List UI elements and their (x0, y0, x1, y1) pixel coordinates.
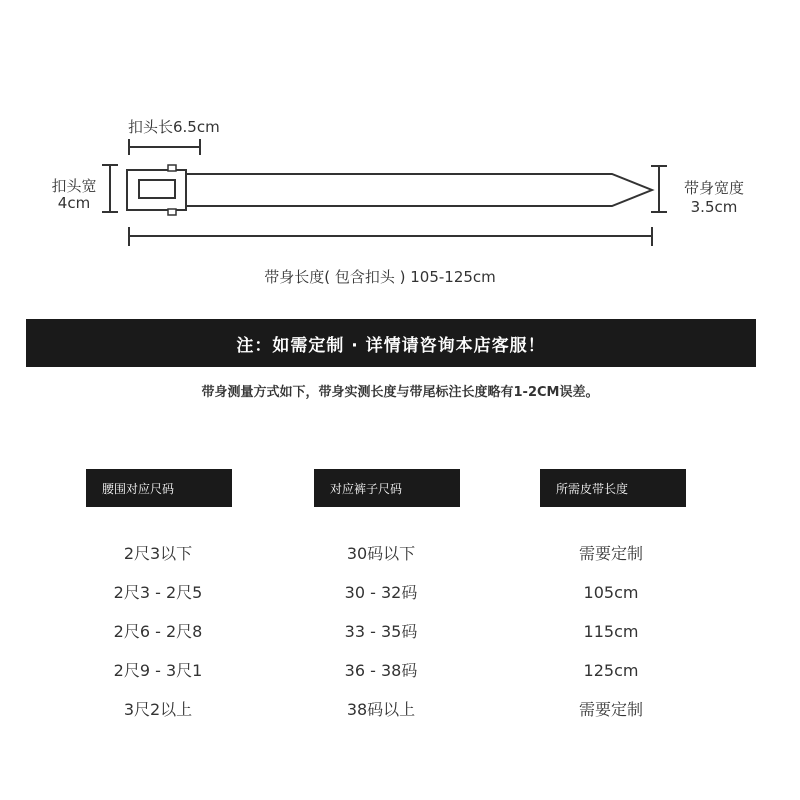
table-cell: 30码以下 (346, 544, 416, 563)
table-cell: 2尺6 - 2尺8 (113, 622, 203, 641)
waist-size-column (58, 538, 258, 733)
table-cell: 105cm (583, 583, 639, 602)
strap-width-label-line2: 3.5cm (690, 198, 738, 216)
belt-shape (127, 165, 652, 215)
table-cell: 115cm (583, 622, 639, 641)
buckle-width-dimension (102, 165, 118, 212)
custom-order-banner: 注：如需定制 · 详情请咨询本店客服！ (26, 319, 756, 367)
header-pants-size: 对应裤子尺码 (314, 469, 460, 507)
table-cell: 30 - 32码 (344, 583, 418, 602)
strap-length-dimension (129, 227, 652, 246)
strap-width-dimension (651, 166, 667, 212)
buckle-width-label-line2: 4cm (57, 194, 91, 212)
buckle-clip-top (168, 165, 176, 171)
table-cell: 3尺2以上 (123, 700, 193, 719)
table-cell: 需要定制 (578, 544, 643, 563)
belt-length-column (511, 538, 711, 733)
pants-size-column (281, 538, 481, 733)
strap-width-label-line1: 带身宽度 (683, 179, 744, 197)
table-cell: 33 - 35码 (344, 622, 418, 641)
buckle-length-label: 扣头长6.5cm (128, 118, 220, 136)
header-waist-size: 腰围对应尺码 (86, 469, 232, 507)
buckle-length-dimension (129, 139, 200, 155)
table-cell: 2尺3以下 (123, 544, 193, 563)
buckle-clip-bottom (168, 209, 176, 215)
table-cell: 125cm (583, 661, 639, 680)
strap-length-label: 带身长度( 包含扣头 ) 105-125cm (264, 268, 496, 286)
belt-diagram (0, 0, 800, 300)
table-cell: 38码以上 (346, 700, 416, 719)
table-cell: 2尺9 - 3尺1 (113, 661, 203, 680)
table-cell: 2尺3 - 2尺5 (113, 583, 203, 602)
buckle-slot (139, 180, 175, 198)
table-cell: 需要定制 (578, 700, 643, 719)
header-belt-length: 所需皮带长度 (540, 469, 686, 507)
table-cell: 36 - 38码 (344, 661, 418, 680)
measurement-note: 带身测量方式如下，带身实测长度与带尾标注长度略有1-2CM误差。 (201, 385, 599, 400)
buckle-width-label-line1: 扣头宽 (51, 177, 97, 195)
